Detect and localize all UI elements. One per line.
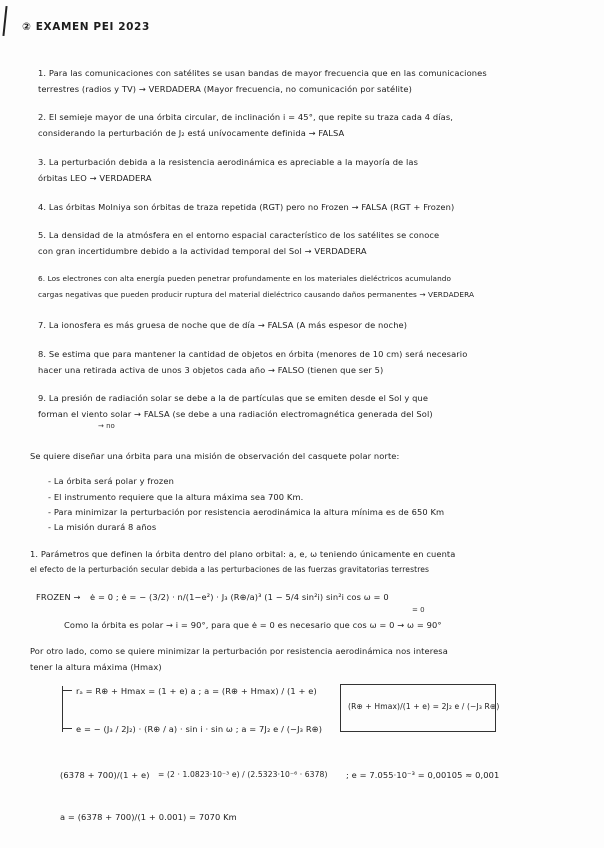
statement-9-note: → no — [98, 422, 115, 430]
statement-2-line-1: 2. El semieje mayor de una órbita circular, de inclinación i = 45°, que repite su traza cada 4 días, — [38, 112, 453, 122]
polar-condition-line: Como la órbita es polar → i = 90°, para que ė = 0 es necesario que cos ω = 0 → ω = 90° — [64, 620, 442, 630]
exam-title: ② EXAMEN PEI 2023 — [22, 21, 150, 33]
equation-bracket-top — [62, 690, 72, 691]
solution-item-1-line-2: el efecto de la perturbación secular debida a las perturbaciones de las fuerzas gravitatorias terrestres — [30, 565, 430, 574]
statement-9-line-1: 9. La presión de radiación solar se debe a la de partículas que se emiten desde el Sol y que — [38, 393, 429, 403]
equation-bracket-bottom — [62, 728, 72, 729]
calc-result: ; e = 7.055·10⁻³ = 0,00105 ≈ 0,001 — [346, 770, 500, 780]
problem-bullet-2: - El instrumento requiere que la altura máxima sea 700 Km. — [48, 492, 304, 502]
statement-9-line-2: forman el viento solar → FALSA (se debe a una radiación electromagnética generada del Sol) — [38, 409, 433, 419]
calc-mid: = (2 · 1.0823·10⁻³ e) / (2.5323·10⁻⁶ · 6378) — [158, 770, 328, 779]
problem-bullet-3: - Para minimizar la perturbación por resistencia aerodinámica la altura mínima es de 650 Km — [48, 507, 445, 517]
statement-3-line-2: órbitas LEO → VERDADERA — [38, 173, 152, 183]
solution-item-1-line-1: 1. Parámetros que definen la órbita dentro del plano orbital: a, e, ω teniendo únicamente en cuenta — [30, 549, 456, 559]
other-side-line-2: tener la altura máxima (Hmax) — [30, 662, 162, 672]
problem-bullet-4: - La misión durará 8 años — [48, 522, 157, 532]
statement-5-line-2: con gran incertidumbre debido a la actividad temporal del Sol → VERDADERA — [38, 246, 367, 256]
problem-bullet-1: - La órbita será polar y frozen — [48, 476, 174, 486]
equation-bracket — [62, 686, 63, 732]
statement-6-line-2: cargas negativas que pueden producir ruptura del material dieléctrico causando daños permanentes → VERDADERA — [38, 290, 475, 299]
statement-5-line-1: 5. La densidad de la atmósfera en el entorno espacial característico de los satélites se conoce — [38, 230, 440, 240]
frozen-label: FROZEN → — [36, 592, 81, 602]
statement-2-line-2: considerando la perturbación de J₂ está unívocamente definida → FALSA — [38, 128, 345, 138]
statement-1-line-2: terrestres (radios y TV) → VERDADERA (Mayor frecuencia, no comunicación por satélite) — [38, 84, 412, 94]
semimajor-axis-calc: a = (6378 + 700)/(1 + 0.001) = 7070 Km — [60, 812, 237, 822]
statement-1-line-1: 1. Para las comunicaciones con satélites se usan bandas de mayor frecuencia que en las comunicaciones — [38, 68, 487, 78]
combined-equation: (R⊕ + Hmax)/(1 + e) = 2J₂ e / (−J₃ R⊕) — [348, 702, 500, 711]
calc-lhs: (6378 + 700)/(1 + e) — [60, 770, 150, 780]
problem-intro: Se quiere diseñar una órbita para una misión de observación del casquete polar norte: — [30, 451, 400, 461]
eccentricity-equation: e = − (J₃ / 2J₂) · (R⊕ / a) · sin i · sin ω ; a = 7J₂ e / (−J₃ R⊕) — [76, 724, 323, 734]
statement-3-line-1: 3. La perturbación debida a la resistencia aerodinámica es apreciable a la mayoría de las — [38, 157, 419, 167]
statement-8-line-2: hacer una retirada activa de unos 3 objetos cada año → FALSO (tienen que ser 5) — [38, 365, 384, 375]
page-edge-mark — [2, 6, 7, 36]
statement-4-line-1: 4. Las órbitas Molniya son órbitas de traza repetida (RGT) pero no Frozen → FALSA (RGT + Frozen) — [38, 202, 455, 212]
statement-7-line-1: 7. La ionosfera es más gruesa de noche que de día → FALSA (A más espesor de noche) — [38, 320, 408, 330]
other-side-line-1: Por otro lado, como se quiere minimizar la perturbación por resistencia aerodinámica nos interesa — [30, 646, 448, 656]
statement-6-line-1: 6. Los electrones con alta energía pueden penetrar profundamente en los materiales dieléctricos acumulando — [38, 274, 452, 283]
statement-8-line-1: 8. Se estima que para mantener la cantidad de objetos en órbita (menores de 10 cm) será necesario — [38, 349, 468, 359]
frozen-equation: ė = 0 ; ė = − (3/2) · n/(1−e²) · J₃ (R⊕/a)³ (1 − 5/4 sin²i) sin²i cos ω = 0 — [90, 592, 389, 602]
cos-omega-note: = 0 — [412, 606, 425, 614]
apogee-equation: rₐ = R⊕ + Hmax = (1 + e) a ; a = (R⊕ + Hmax) / (1 + e) — [76, 686, 317, 696]
